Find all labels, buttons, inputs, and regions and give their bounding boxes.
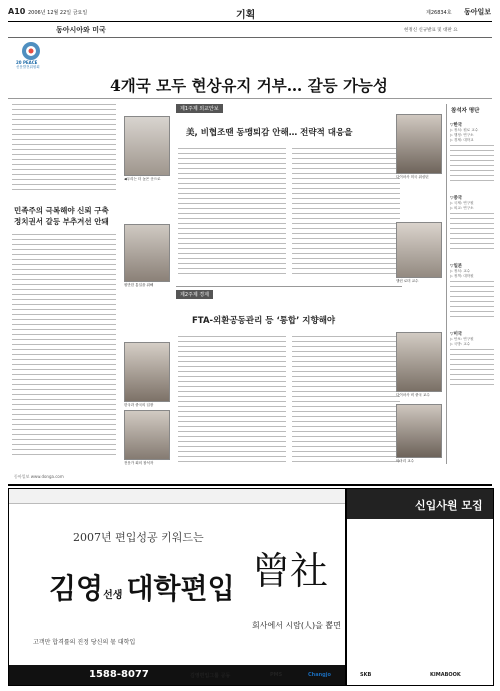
sidebar-title: 참석자 명단: [451, 108, 480, 114]
logo-sub: 신문발전위원회: [16, 65, 40, 69]
sub-note: 현정신 신규발표 및 대판 요: [404, 28, 458, 33]
sidebar-groups: [450, 122, 494, 385]
sidebar-item: ▷ 외교: 연구소: [450, 206, 474, 210]
section1-label: 美, 비협조땐 동맹퇴감 안해… 전략적 대응을: [186, 128, 353, 138]
section-divider: [176, 286, 402, 287]
section2-header: [176, 290, 398, 300]
portrait-photo: [124, 342, 170, 402]
portrait-photo: [124, 410, 170, 460]
sub-header: [8, 24, 492, 36]
headline: 4개국 모두 현상유지 거부… 갈등 가능성: [110, 76, 388, 95]
date: 2006년 12월 22일 금요일: [28, 10, 88, 16]
photo-caption: 다이마사 미국 워싱턴: [396, 175, 429, 179]
ad-left-brand: [49, 567, 235, 607]
sidebar-item: ▷ 정책: 대학원: [450, 274, 474, 278]
ad-left-phone: 1588-8077: [89, 669, 149, 680]
left-body-text: [12, 234, 116, 459]
sidebar-attendees: [446, 104, 495, 464]
sidebar-item: ▷ 안보: 연구원: [450, 337, 474, 341]
left-subhead-2: 정치권서 갈등 부추겨선 안돼: [14, 217, 109, 226]
sidebar-group: [450, 331, 494, 385]
ad-chinese-block: [222, 520, 488, 648]
sidebar-group: [450, 263, 494, 321]
sidebar-item: ▷ 경제: 대학교: [450, 138, 474, 142]
photo-caption: ◀우리는 더 높은 곳으로: [124, 177, 161, 181]
ad-right-title-bar: [347, 489, 493, 519]
ad-brand-small: 선생: [103, 590, 123, 601]
page-number: A10: [8, 7, 26, 16]
photo-caption: 아마리 교수: [396, 459, 415, 463]
portrait-photo: [124, 116, 170, 176]
section2-label: FTA-외환공동관리 등 ‘통합’ 지향해야: [192, 316, 336, 326]
ad-top-rule: [8, 484, 492, 486]
left-subhead-1: 민족주의 극복해야 신뢰 구축: [14, 206, 109, 215]
series-title: 동아시아와 미국: [56, 26, 106, 34]
sidebar-group-head: ▽중국: [450, 196, 463, 201]
photo-caption: 원만한 통일을 위해: [124, 283, 154, 287]
section1-body-text: [292, 148, 400, 278]
ad-left-top-line: 2007년 편입성공 키워드는: [73, 531, 204, 544]
ad-right-title: 신입사원 모집: [415, 499, 483, 512]
sidebar-item: ▷ 정치: 교수: [450, 269, 471, 273]
photo-caption: 다이마사 비 중국 교수: [396, 393, 430, 397]
sub-rule: [8, 37, 492, 38]
photo-caption: 한국과 중국의 입장: [124, 403, 154, 407]
ad-footer-brand: Changjo: [308, 672, 331, 678]
portrait-photo: [396, 222, 442, 278]
section1-body-text: [178, 148, 286, 278]
ad-footer-brand: PMS: [270, 672, 283, 678]
left-photo-column: [124, 104, 170, 474]
sidebar-text: [450, 349, 494, 385]
section1-tag: 제1주제 외교안보: [176, 104, 223, 113]
issue-number: 제26834호: [426, 10, 452, 16]
sidebar-group: [450, 122, 494, 185]
section2-tag: 제2주제 경제: [176, 290, 213, 299]
sidebar-group-head: ▽일본: [450, 264, 463, 269]
ad-brand-name: 김영: [49, 572, 104, 605]
photo-caption: 전문가 회의 참석자: [124, 461, 154, 465]
ad-footer-brand: KIMABOOK: [430, 672, 461, 678]
portrait-photo: [396, 114, 442, 174]
ad-footer: [190, 670, 490, 682]
logo-text: 20 PEACE: [16, 60, 38, 65]
sidebar-text: [450, 145, 494, 185]
headline-rule: [8, 98, 492, 99]
sidebar-item: ▷ 행정: 연구소: [450, 133, 474, 137]
sidebar-text: [450, 213, 494, 253]
section2-body-text: [178, 336, 286, 462]
masthead: [8, 6, 492, 20]
right-photo-column: [396, 104, 442, 474]
sidebar-item: ▷ 국제: 연구원: [450, 201, 474, 205]
ad-footer-brand: SKB: [360, 672, 372, 678]
ad-tagline: 회사에서 시람(人)을 뽑면: [252, 621, 341, 630]
portrait-photo: [396, 332, 442, 392]
ad-brand-rest: 대학편입: [126, 572, 235, 605]
peace-logo: [14, 40, 48, 70]
ad-left-topbar: [9, 489, 345, 504]
section2-body-text: [292, 336, 400, 462]
sidebar-group: [450, 195, 494, 253]
footer-note: 동아일보 www.donga.com: [14, 474, 64, 479]
paper-name: 동아일보: [464, 8, 492, 16]
portrait-photo: [124, 224, 170, 282]
ad-left-cta: 고객만 합격률의 진정 당신의 몫 대학입: [33, 639, 136, 646]
ad-footer-left: 김영편입그룹 공동: [190, 673, 231, 679]
photo-caption: 앨런 로미 교수: [396, 279, 419, 283]
masthead-rule: [8, 21, 492, 22]
section1-header: [176, 104, 398, 114]
ad-chinese-text: 曾社: [252, 549, 329, 593]
sidebar-item: ▷ 정치: 원로 교수: [450, 128, 479, 132]
sidebar-group-head: ▽한국: [450, 123, 463, 128]
section-title: 기획: [236, 10, 256, 21]
sidebar-text: [450, 281, 494, 321]
portrait-photo: [396, 404, 442, 458]
left-intro-text: [12, 104, 116, 194]
sidebar-item: ▷ 국방: 교수: [450, 342, 471, 346]
sidebar-group-head: ▽미국: [450, 332, 463, 337]
